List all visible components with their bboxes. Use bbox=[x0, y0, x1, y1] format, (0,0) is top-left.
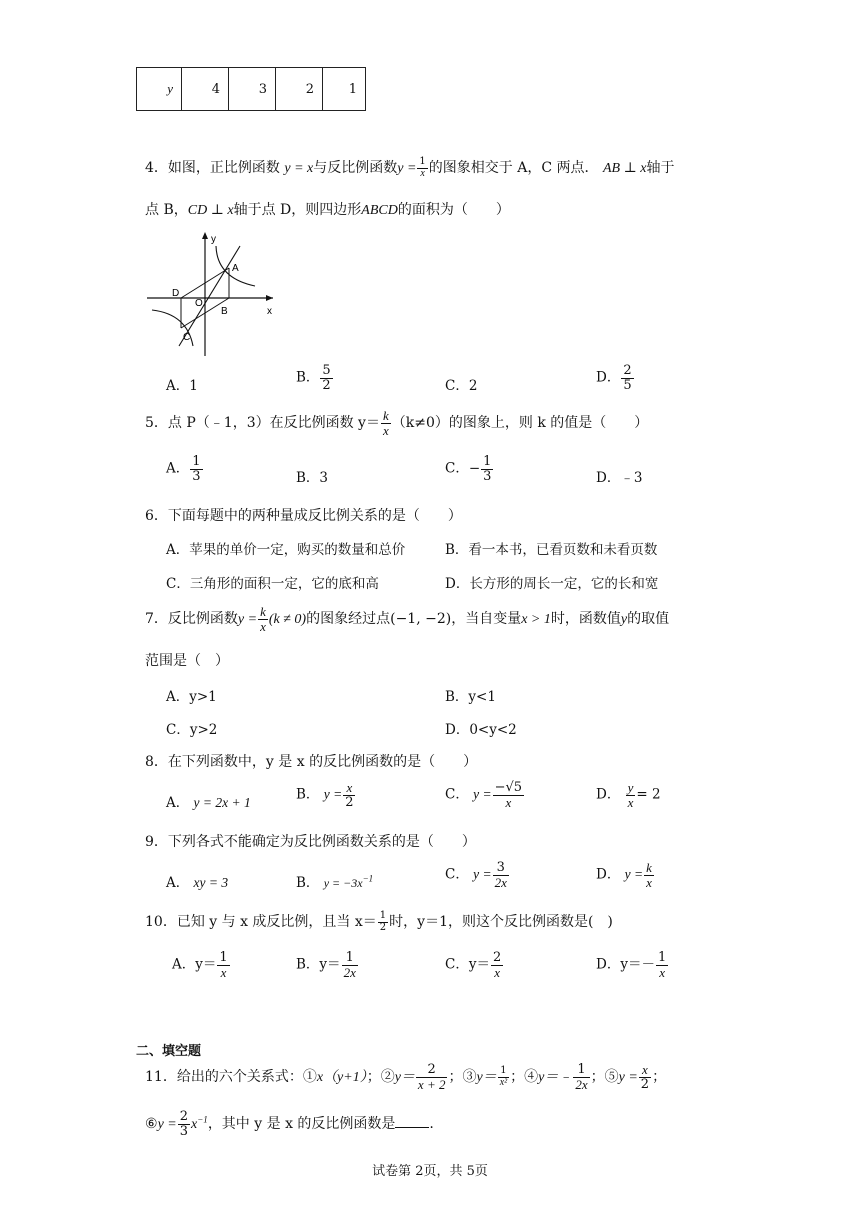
question-4-line2 bbox=[145, 199, 510, 219]
option-d[interactable]: D． $\frac{y}{x}$ = 2 bbox=[596, 780, 661, 810]
math-expr: AB ⊥ x bbox=[602, 161, 647, 176]
table-cell: 4 bbox=[182, 68, 229, 111]
graph-label-a: A bbox=[232, 263, 239, 274]
option-b[interactable]: B．y<1 bbox=[445, 689, 496, 705]
graph-label-b: B bbox=[221, 306, 228, 317]
option-d[interactable]: D．0<y<2 bbox=[445, 722, 517, 738]
table-row-label: y bbox=[137, 68, 182, 111]
option-d[interactable]: D．长方形的周长一定，它的长和宽 bbox=[445, 576, 659, 592]
option-d[interactable]: D．﹣3 bbox=[596, 470, 643, 486]
fraction: $\frac{1}{x}$ bbox=[419, 156, 426, 179]
option-c[interactable]: C． y = $\frac{-√5}{x}$ bbox=[445, 780, 523, 810]
question-10: 10．已知 y 与 x 成反比例，且当 x＝ $\frac{1}{2}$ 时，y＝1，则这个反比例函数是( ) bbox=[145, 910, 613, 933]
option-a[interactable]: A． y = 2x + 1 bbox=[166, 795, 251, 811]
option-a[interactable]: A．1 bbox=[166, 378, 198, 394]
option-c[interactable]: C．三角形的面积一定，它的底和高 bbox=[166, 576, 379, 592]
math-expr: y = x bbox=[284, 161, 314, 176]
option-d[interactable]: D． y = $\frac{k}{x}$ bbox=[596, 860, 652, 890]
graph-label-c: C bbox=[183, 332, 191, 343]
answer-blank[interactable] bbox=[395, 1115, 429, 1128]
table-cell: 1 bbox=[323, 68, 366, 111]
question-number: 4． bbox=[145, 160, 168, 176]
question-text: 与反比例函数 bbox=[313, 160, 398, 176]
option-c[interactable]: C．y>2 bbox=[166, 722, 218, 738]
question-text: 轴于 bbox=[646, 160, 675, 176]
question-6: 6．下面每题中的两种量成反比例关系的是（ ） bbox=[145, 508, 462, 524]
option-a[interactable]: A．y>1 bbox=[166, 689, 217, 705]
section-heading: 二、填空题 bbox=[136, 1044, 202, 1059]
page-footer: 试卷第 2页，共 5页 bbox=[372, 1164, 488, 1179]
graph-label-x: x bbox=[267, 306, 272, 317]
table-cell: 3 bbox=[229, 68, 276, 111]
question-text: 如图，正比例函数 bbox=[167, 160, 280, 176]
question-11-line2: ⑥y = $\frac{2}{3}$ $x^{-1}$，其中 y 是 x 的反比例函数是 . bbox=[145, 1109, 434, 1139]
option-a[interactable]: A． xy = 3 bbox=[166, 875, 229, 891]
option-b[interactable]: B．y＝ $\frac{1}{2x}$ bbox=[296, 950, 356, 980]
option-d[interactable]: D．y＝－ $\frac{1}{x}$ bbox=[596, 950, 667, 980]
question-text: 的图象相交于 A，C 两点． bbox=[428, 160, 599, 176]
option-c[interactable]: C． y = $\frac{3}{2x}$ bbox=[445, 860, 507, 890]
option-a[interactable]: A．y＝ $\frac{1}{x}$ bbox=[172, 950, 228, 980]
question-text: 轴于点 D，则四边形 bbox=[233, 202, 362, 218]
option-b[interactable]: B． $\frac{5}{2}$ bbox=[296, 363, 331, 393]
question-text: 的面积为（ ） bbox=[397, 202, 510, 218]
y-axis-arrow bbox=[202, 232, 208, 239]
table-cell: 2 bbox=[276, 68, 323, 111]
option-b[interactable]: B． $y = -3x^{-1}$ bbox=[296, 873, 374, 891]
option-b[interactable]: B．看一本书，已看页数和未看页数 bbox=[445, 542, 658, 558]
math-expr: CD ⊥ x bbox=[187, 203, 234, 218]
math-expr: y = bbox=[397, 161, 417, 176]
math-expr: ABCD bbox=[361, 203, 398, 218]
question-7-line1: 7．反比例函数y = $\frac{k}{x}$ (k ≠ 0)的图象经过点(−1, −2)，当自变量x > 1时，函数值y的取值 bbox=[145, 604, 670, 634]
function-graph bbox=[145, 228, 285, 360]
question-8: 8．在下列函数中，y 是 x 的反比例函数的是（ ） bbox=[145, 754, 478, 770]
graph-label-d: D bbox=[172, 288, 180, 299]
graph-label-y: y bbox=[211, 234, 216, 245]
x-axis-arrow bbox=[266, 295, 273, 301]
question-9: 9．下列各式不能确定为反比例函数关系的是（ ） bbox=[145, 834, 476, 850]
option-b[interactable]: B．3 bbox=[296, 470, 329, 486]
option-c[interactable]: C．2 bbox=[445, 378, 478, 394]
option-d[interactable]: D． $\frac{2}{5}$ bbox=[596, 363, 632, 393]
option-c[interactable]: C．y＝ $\frac{2}{x}$ bbox=[445, 950, 502, 980]
question-7-line2: 范围是（ ） bbox=[145, 653, 229, 669]
option-a[interactable]: A．苹果的单价一定，购买的数量和总价 bbox=[166, 542, 406, 558]
option-c[interactable]: C．− $\frac{1}{3}$ bbox=[445, 454, 492, 484]
question-4-line1 bbox=[145, 157, 674, 179]
question-11-line1: 11．给出的六个关系式：①x（y+1）；②y＝ $\frac{2}{x + 2}$ ；③y＝ $\frac{1}{\text{x²}}$ ；④y＝﹣ $\frac{1}{2x}$ ；⑤y = $\frac{x}{2}$ ； bbox=[145, 1062, 667, 1092]
question-text: 点 B， bbox=[145, 202, 188, 218]
question-5: 5．点 P（﹣1，3）在反比例函数 y＝ $\frac{k}{x}$ （k≠0）的图象上，则 k 的值是（ ） bbox=[145, 408, 649, 438]
option-b[interactable]: B． y = $\frac{x}{2}$ bbox=[296, 780, 354, 810]
graph-label-o: O bbox=[195, 298, 203, 309]
option-a[interactable]: A． $\frac{1}{3}$ bbox=[166, 454, 201, 484]
xy-table bbox=[136, 67, 366, 111]
